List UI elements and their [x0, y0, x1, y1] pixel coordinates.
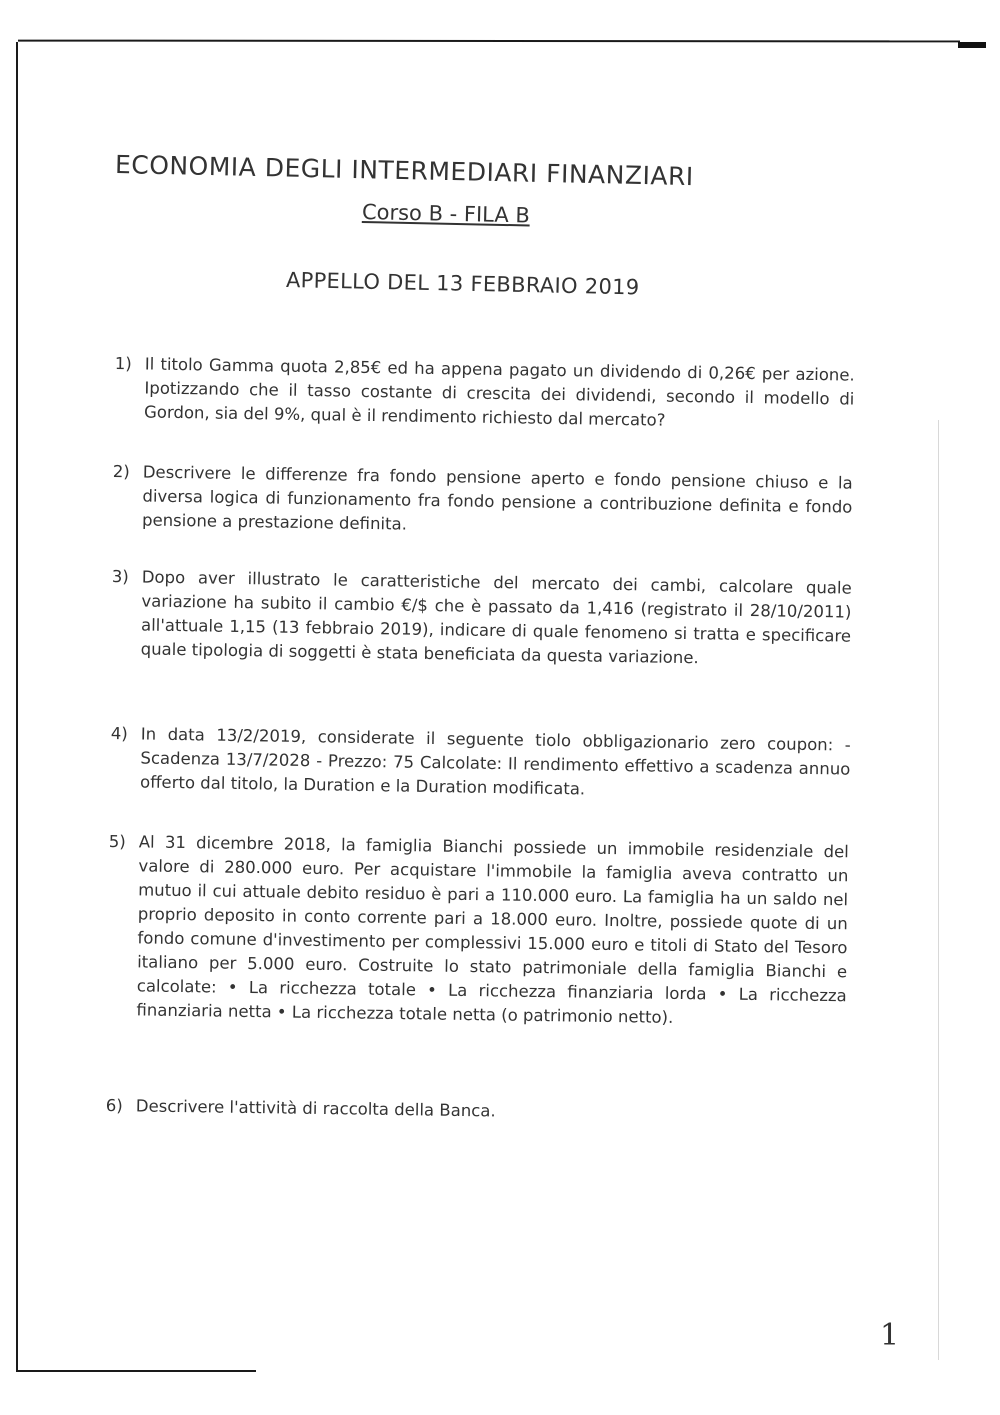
question-text: Descrivere l'attività di raccolta della Banca.: [135, 1096, 496, 1121]
document-title: ECONOMIA DEGLI INTERMEDIARI FINANZIARI: [114, 150, 695, 192]
scan-border-right: [938, 420, 939, 1360]
question-5: [106, 830, 849, 1032]
question-text: Al 31 dicembre 2018, la famiglia Bianchi possiede un immobile residenziale del valore di 280.000 euro. Per acquistare l'immobile la famiglia aveva contratto un mutuo il cui attuale debito residuo è pari a 110.000 euro. La famiglia ha un saldo nel proprio deposito in conto corrente pari a 18.000 euro. Inoltre, possiede quote di un fondo comune d'investimento per complessivi 15.000 euro e titoli di Stato del Tesoro italiano per 5.000 euro. Costruite lo stato patrimoniale della famiglia Bianchi e calcolate: • La ricchezza totale • La ricchezza finanziaria lorda • La ricchezza finanziaria netta • La ricchezza totale netta (o patrimonio netto).: [136, 832, 849, 1027]
scan-border-left: [16, 42, 18, 1372]
question-2: [112, 460, 853, 544]
question-number: 5): [108, 831, 126, 852]
question-number: 3): [111, 566, 129, 587]
question-number: 6): [105, 1095, 123, 1116]
question-text: Il titolo Gamma quota 2,85€ ed ha appena pagato un dividendo di 0,26€ per azione. Ipotizzando che il tasso costante di crescita dei dividendi, secondo il modello di Gordon, sia del 9%, qual è il rendimento richiesto dal mercato?: [143, 354, 855, 430]
question-text: Dopo aver illustrato le caratteristiche del mercato dei cambi, calcolare quale variazione ha subito il cambio €/$ che è passato da 1,416 (registrato il 28/10/2011) all'attuale 1,15 (13 febbraio 2019), indicare di quale fenomeno si tratta e specificare quale tipologia di soggetti è stata beneficiata da questa variazione.: [140, 567, 852, 668]
question-text: Descrivere le differenze fra fondo pensione aperto e fondo pensione chiuso e la diversa logica di funzionamento fra fondo pensione a contribuzione definita e fondo pensione a prestazione definita.: [141, 462, 853, 534]
question-4: [110, 722, 851, 806]
question-number: 4): [110, 723, 128, 744]
question-number: 2): [112, 461, 130, 482]
question-number: 1): [114, 353, 132, 374]
exam-date: APPELLO DEL 13 FEBBRAIO 2019: [285, 268, 640, 300]
question-text: In data 13/2/2019, considerate il seguente tiolo obbligazionario zero coupon: - Scadenza 13/7/2028 - Prezzo: 75 Calcolate: Il rendimento effettivo a scadenza annuo offerto dal titolo, la Duration e la Duration modificata.: [139, 724, 851, 799]
question-3: [110, 565, 851, 673]
scan-border-bottom: [16, 1370, 256, 1372]
scan-border-top: [18, 40, 960, 43]
document-subtitle: Corso B - FILA B: [361, 200, 531, 228]
scan-border-mark: [958, 42, 986, 48]
question-6: [106, 1094, 846, 1128]
page-number: 1: [880, 1318, 900, 1353]
question-1: [114, 352, 855, 436]
